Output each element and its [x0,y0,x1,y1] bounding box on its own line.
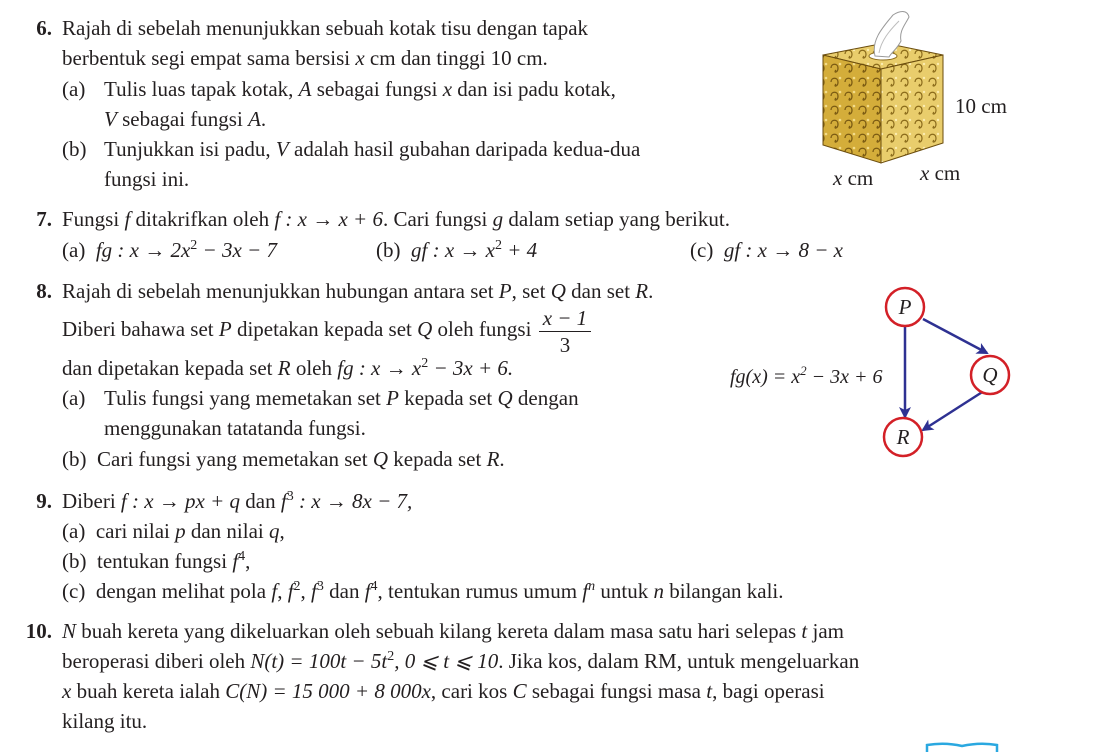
q7-part-b: (b) gf : $x \to x^2 + 4$ [376,238,538,262]
question-number: 6. [36,16,52,40]
q6-stem-line1: Rajah di sebelah menunjukkan sebuah kotak tisu dengan tapak [62,16,589,40]
question-number: 8. [36,279,52,303]
q6-part-a-line1 [62,74,85,104]
q9-part-c: (c) dengan melihat pola f, $f^2$, $f^3$ dan $f^4$, tentukan rumus umum $f^n$ untuk n bilangan kali. [62,579,784,603]
book-corner-decoration [925,742,1000,752]
q8-part-b: (b) Cari fungsi yang memetakan set Q kepada set R. [62,447,505,471]
composite-function-label: $fg(x) = x^2 - 3x + 6$ [730,363,883,388]
q9-part-b: (b) tentukan fungsi $f^4$, [62,549,251,573]
question-number: 9. [36,489,52,513]
top-rule [55,0,1095,3]
node-q [971,356,1009,394]
box-right-face [881,55,943,163]
q10-line4: kilang itu. [62,709,148,733]
side-label-left: x cm [833,166,874,190]
q10-line2: beroperasi diberi oleh $N(t) = 100t - 5t^2$, 0 ⩽ t ⩽ 10. Jika kos, dalam RM, untuk mengeluarkan [62,649,860,673]
height-label: 10 cm [955,94,1007,118]
q9-stem: Diberi f : x → px + q dan $f^3$ : x → 8x − 7, [62,489,413,513]
box-left-face [823,55,881,163]
q8-part-a-text2: menggunakan tatatanda fungsi. [104,416,366,440]
question-number: 7. [36,207,52,231]
node-r-label: R [896,425,910,449]
tissue-box-figure [815,5,1025,195]
q6-part-b-text1: Tunjukkan isi padu, V adalah hasil gubahan daripada kedua-dua [104,137,641,161]
q10-line1: N buah kereta yang dikeluarkan oleh sebuah kilang kereta dalam masa satu hari selepas t jam [62,619,844,643]
question-number: 10. [25,619,52,643]
part-label: (b) [62,137,87,161]
q10-line3: x buah kereta ialah C(N) = 15 000 + 8 000x, cari kos C sebagai fungsi masa t, bagi operasi [62,679,825,703]
q7-stem: Fungsi f ditakrifkan oleh f : x → x + 6. Cari fungsi g dalam setiap yang berikut. [62,207,730,231]
q8-stem-line1: Rajah di sebelah menunjukkan hubungan antara set P, set Q dan set R. [62,279,654,303]
node-p [886,288,924,326]
set-mapping-diagram [725,285,1025,465]
q7-part-a: (a) fg : $x \to 2x^2 - 3x - 7$ [62,238,277,262]
node-p-label: P [898,295,912,319]
q7-part-c: (c) gf : x → 8 − x [690,238,843,262]
part-label: (a) [62,77,86,101]
q8-part-a-text1: Tulis fungsi yang memetakan set P kepada set Q dengan [104,386,579,410]
q8-stem-line2: Diberi bahawa set P dipetakan kepada set Q oleh fungsi $\frac{x - 1}{3}$ [62,303,593,358]
q8-part-a-label: (a) [62,386,86,410]
q6-part-b-text2: fungsi ini. [104,167,190,191]
q6-part-a-text1: Tulis luas tapak kotak, A sebagai fungsi x dan isi padu kotak, [104,77,616,101]
q6-stem-line2: berbentuk segi empat sama bersisi x cm dan tinggi 10 cm. [62,46,548,70]
q6-part-a-text2: V sebagai fungsi A. [104,107,267,131]
arrow-p-to-q [923,319,987,353]
q8-stem-line3: dan dipetakan kepada set R oleh fg : $x \to x^2 - 3x + 6$. [62,356,514,380]
q6-part-b-label [62,134,87,164]
fraction: $\frac{x - 1}{3}$ [539,305,592,358]
side-label-right: x cm [920,161,961,185]
node-r [884,418,922,456]
q9-part-a: (a) cari nilai p dan nilai q, [62,519,285,543]
arrow-q-to-r [923,389,987,430]
node-q-label: Q [982,363,998,387]
